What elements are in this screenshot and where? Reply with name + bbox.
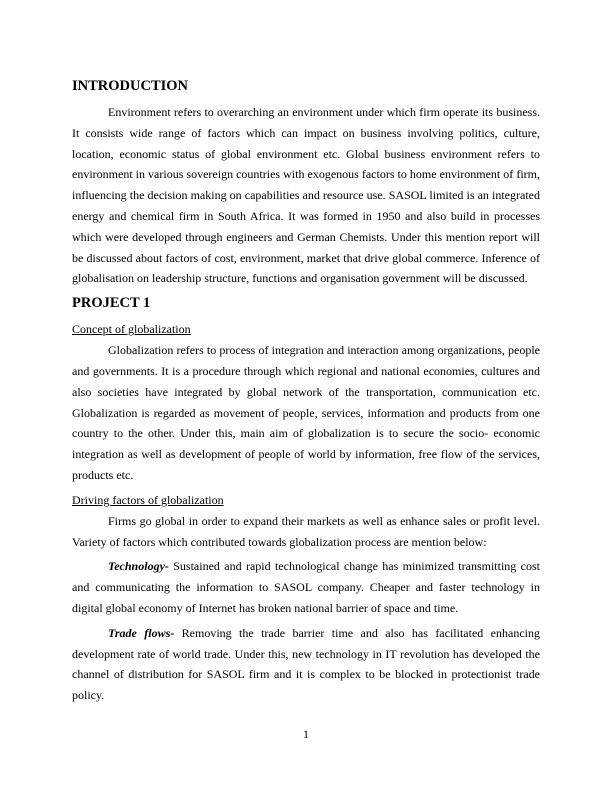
driving-factors-subheading: Driving factors of globalization xyxy=(72,492,224,507)
technology-text: Sustained and rapid technological change has minimized transmitting cost and communicating the information to SASOL company. Cheaper and faster technology in digital global economy of Internet has broken national barrier of space and time. xyxy=(72,559,540,615)
page-content xyxy=(72,76,540,710)
technology-paragraph xyxy=(72,556,540,618)
introduction-heading: INTRODUCTION xyxy=(72,78,189,94)
page-number: 1 xyxy=(303,727,309,741)
technology-lead-term: Technology- xyxy=(108,559,169,574)
project-1-heading: PROJECT 1 xyxy=(72,295,151,312)
driving-factors-intro-paragraph: Firms go global in order to expand their markets as well as enhance sales or profit level. Variety of factors which contributed towards globalization process are mention below: xyxy=(72,513,540,549)
concept-of-globalization-subheading: Concept of globalization xyxy=(72,322,191,337)
trade-flows-lead-term: Trade flows- xyxy=(108,625,175,640)
concept-paragraph: Globalization refers to process of integration and interaction among organizations, people and governments. It is a procedure through which regional and national economies, cultures and also societies have integrated by global network of the transportation, communication etc. Globalization is regarded as movement of people, services, information and products from one country to the other. Under this, main aim of globalization is to secure the socio- economic integration as well as development of people of world by information, free flow of the services, products etc. xyxy=(72,343,540,482)
introduction-paragraph: Environment refers to overarching an environment under which firm operate its business. It consists wide range of factors which can impact on business involving politics, culture, location, economic status of global environment etc. Global business environment refers to environment in various sovereign countries with exogenous factors to home environment of firm, influencing the decision making on capabilities and resource use. SASOL limited is an integrated energy and chemical firm in South Africa. It was formed in 1950 and also build in processes which were developed through engineers and German Chemists. Under this mention report will be discussed about factors of cost, environment, market that drive global commerce. Inference of globalisation on leadership structure, functions and organisation government will be discussed. xyxy=(72,105,540,286)
trade-flows-paragraph xyxy=(72,623,540,706)
trade-flows-text: Removing the trade barrier time and also has facilitated enhancing development rate of world trade. Under this, new technology in IT revolution has developed the channel of distribution for SASOL firm and it is complex to be blocked in protectionist trade policy. xyxy=(72,625,540,703)
